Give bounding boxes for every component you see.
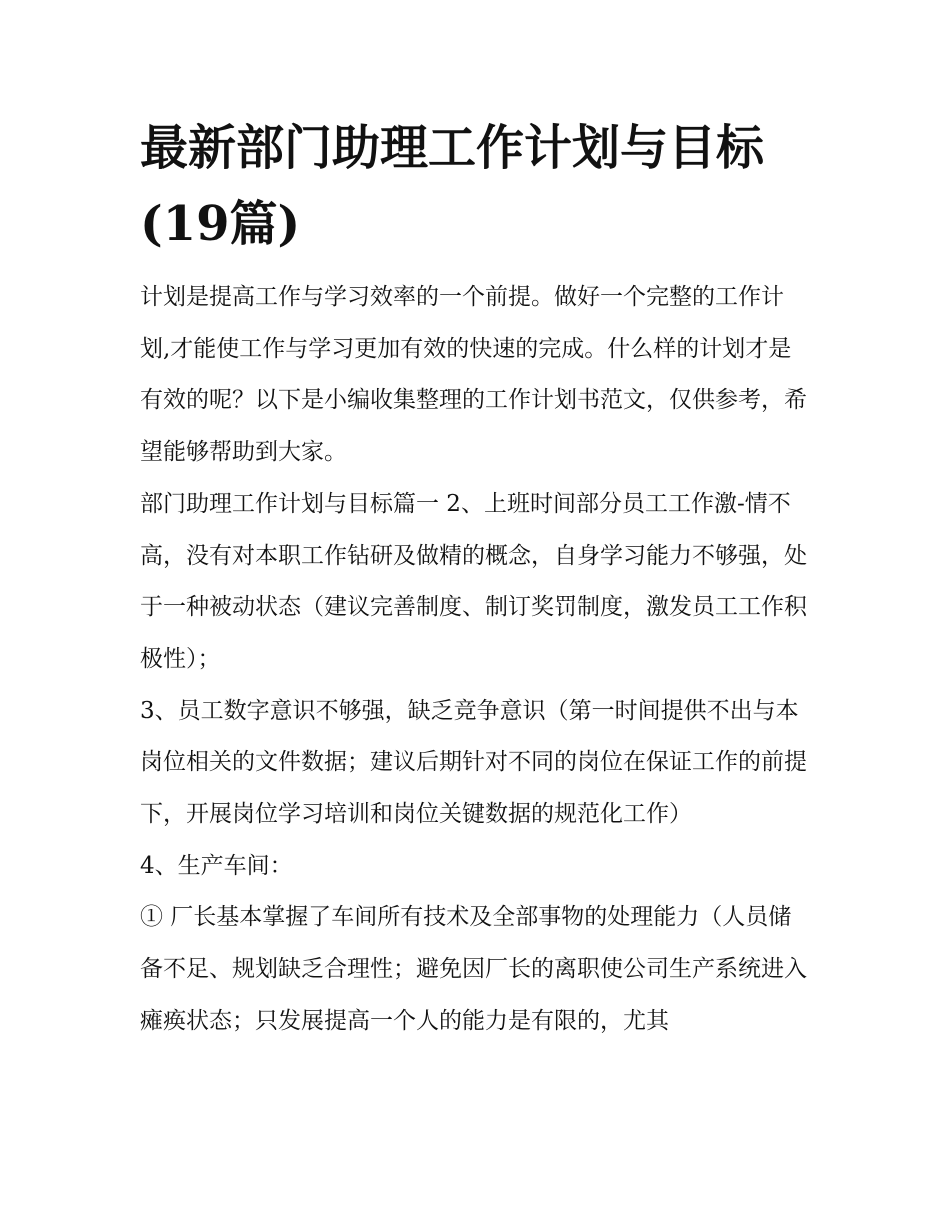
paragraph-intro: 计划是提高工作与学习效率的一个前提。做好一个完整的工作计划,才能使工作与学习更加有效的快速的完成。什么样的计划才是有效的呢？以下是小编收集整理的工作计划书范文，仅供参考，希望能够帮助到大家。 xyxy=(140,284,807,466)
document-body xyxy=(140,272,812,1048)
paragraph-item-2: 部门助理工作计划与目标篇一 2、上班时间部分员工工作激-情不高，没有对本职工作钻研及做精的概念，自身学习能力不够强，处于一种被动状态（建议完善制度、制订奖罚制度，激发员工工作积极性）； xyxy=(140,490,807,672)
paragraph-item-4-1: ① 厂长基本掌握了车间所有技术及全部事物的处理能力（人员储备不足、规划缺乏合理性；避免因厂长的离职使公司生产系统进入瘫痪状态；只发展提高一个人的能力是有限的，尤其 xyxy=(140,904,807,1034)
paragraph-item-4: 4、生产车间： xyxy=(140,852,293,879)
document-title: 最新部门助理工作计划与目标(19篇) xyxy=(140,120,765,252)
paragraph-item-3: 3、员工数字意识不够强，缺乏竞争意识（第一时间提供不出与本岗位相关的文件数据；建议后期针对不同的岗位在保证工作的前提下，开展岗位学习培训和岗位关键数据的规范化工作） xyxy=(140,697,807,828)
